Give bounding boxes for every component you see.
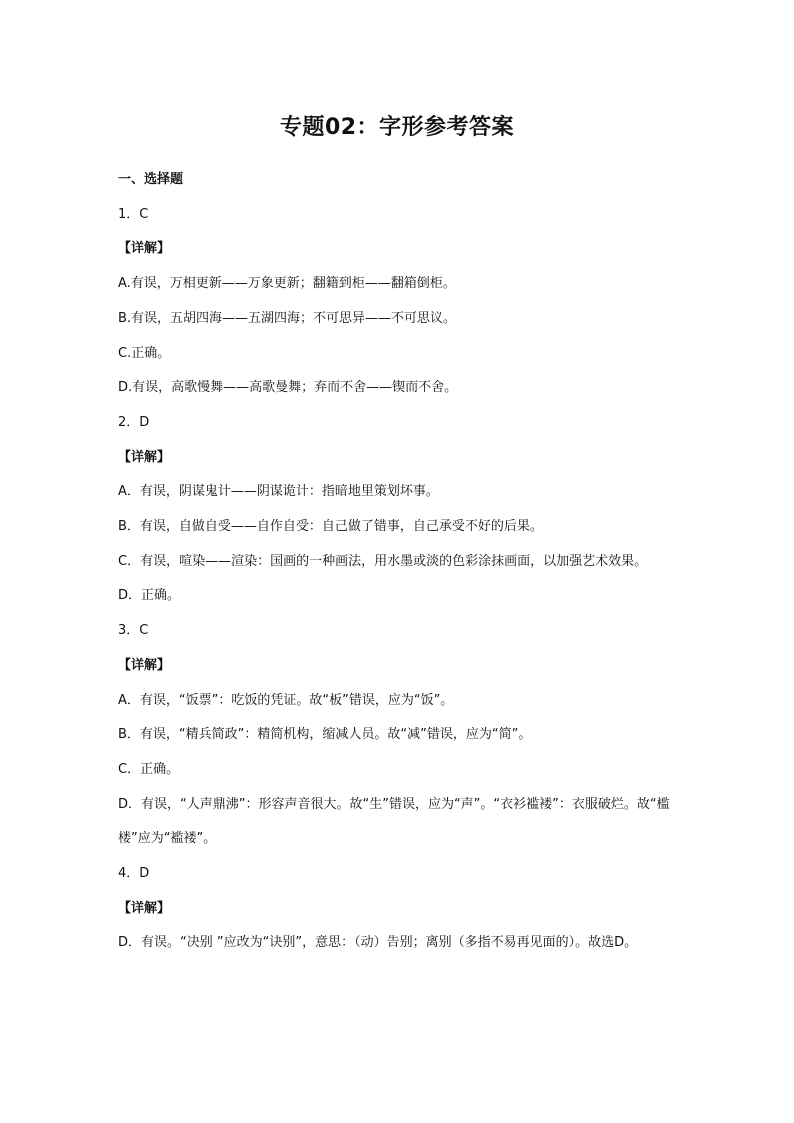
answer-line: D．有误，“人声鼎沸”：形容声音很大。故“生”错误，应为“声”。“衣衫褴褛”：衣服破烂。故“槛楼”应为“褴褛”。	[118, 796, 670, 847]
answer-2: 2．D	[118, 414, 150, 430]
document-body	[118, 163, 678, 961]
answer-4: 4．D	[118, 866, 150, 882]
answer-3: 3．C	[118, 623, 149, 639]
answer-line: B．有误，自做自受——自作自受：自己做了错事，自己承受不好的后果。	[118, 519, 543, 535]
explain-label-1: 【详解】	[118, 241, 171, 257]
explain-label-3: 【详解】	[118, 657, 171, 673]
explain-label-4: 【详解】	[118, 900, 171, 916]
answer-line: B．有误，“精兵简政”：精简机构，缩减人员。故“减”错误，应为“简”。	[118, 727, 532, 743]
answer-1: 1．C	[118, 206, 149, 222]
answer-line: A．有误，阴谋鬼计——阴谋诡计：指暗地里策划坏事。	[118, 484, 439, 500]
answer-line: C．有误，喧染——渲染：国画的一种画法，用水墨或淡的色彩涂抹画面，以加强艺术效果。	[118, 553, 648, 569]
answer-line: D.有误，高歌慢舞——高歌曼舞；弃而不舍——锲而不舍。	[118, 380, 458, 396]
answer-line: B.有误，五胡四海——五湖四海；不可思异——不可思议。	[118, 310, 457, 326]
answer-line: D．正确。	[118, 588, 181, 604]
section-heading: 一、选择题	[118, 172, 184, 187]
answer-line: C.正确。	[118, 345, 171, 361]
page-title: 专题02：字形参考答案	[279, 115, 515, 140]
explain-label-2: 【详解】	[118, 449, 171, 465]
answer-line: A．有误，“饭票”：吃饭的凭证。故“板”错误，应为“饭”。	[118, 692, 454, 708]
answer-line: A.有误，万相更新——万象更新；翻籍到柜——翻箱倒柜。	[118, 276, 456, 292]
answer-line: D．有误。“决别 ”应改为“诀别”，意思：（动）告别；离别（多指不易再见面的）。故选D。	[118, 935, 638, 951]
answer-line: C．正确。	[118, 761, 180, 777]
